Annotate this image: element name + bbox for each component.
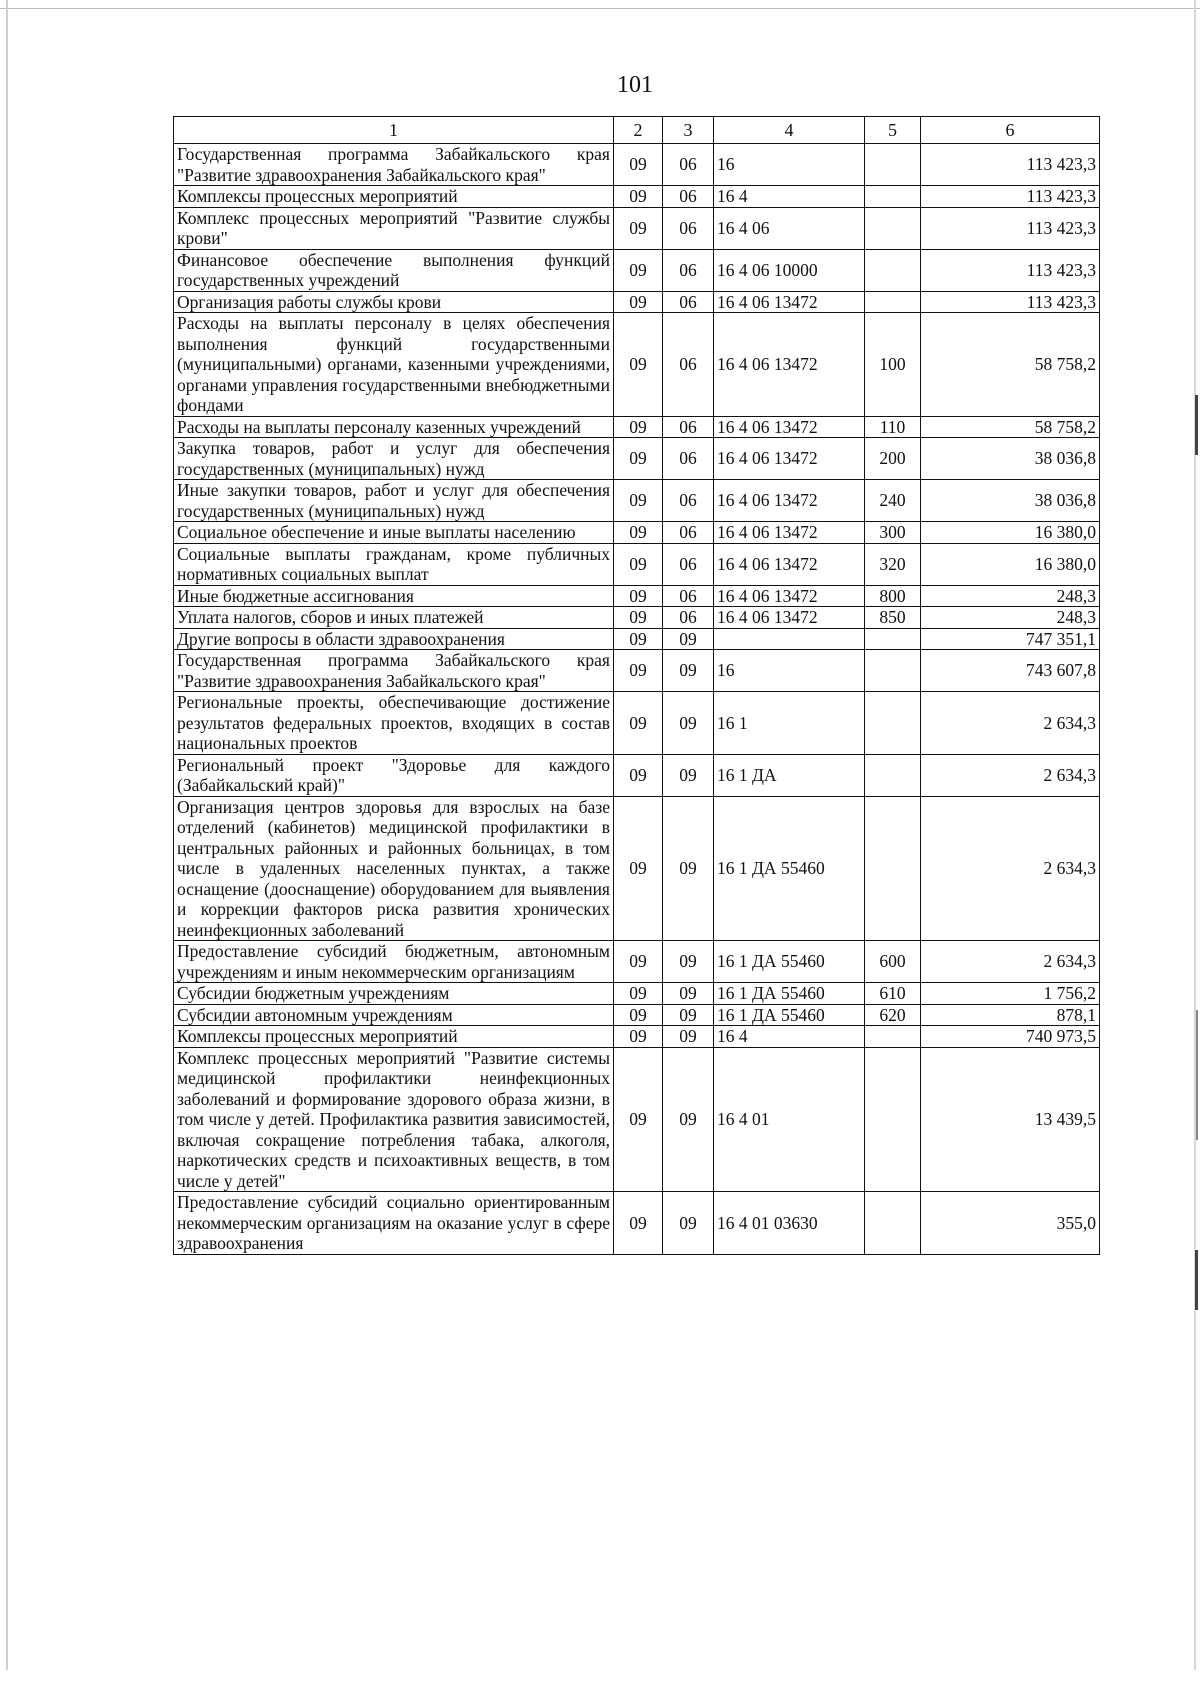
row-amount: 740 973,5 bbox=[921, 1026, 1100, 1048]
row-subsection: 09 bbox=[663, 1026, 714, 1048]
row-target-code: 16 1 ДА 55460 bbox=[714, 941, 865, 983]
row-name: Социальные выплаты гражданам, кроме публичных нормативных социальных выплат bbox=[174, 543, 614, 585]
table-row bbox=[174, 650, 1100, 692]
row-expense-type bbox=[865, 1192, 921, 1255]
row-expense-type: 300 bbox=[865, 522, 921, 544]
row-name: Расходы на выплаты персоналу казенных учреждений bbox=[174, 416, 614, 438]
row-target-code: 16 4 06 10000 bbox=[714, 249, 865, 291]
table-row bbox=[174, 144, 1100, 186]
row-name: Организация центров здоровья для взрослых на базе отделений (кабинетов) медицинской профилактики в центральных районных и районных больницах, в том числе в удаленных населенных пунктах, а также оснащение (дооснащение) оборудованием для выявления и коррекции факторов риска развития хронических неинфекционных заболеваний bbox=[174, 796, 614, 941]
row-subsection: 09 bbox=[663, 650, 714, 692]
row-target-code bbox=[714, 628, 865, 650]
row-amount: 2 634,3 bbox=[921, 754, 1100, 796]
row-section: 09 bbox=[614, 438, 663, 480]
row-name: Комплексы процессных мероприятий bbox=[174, 186, 614, 208]
row-section: 09 bbox=[614, 1047, 663, 1192]
table-row bbox=[174, 983, 1100, 1005]
row-amount: 113 423,3 bbox=[921, 249, 1100, 291]
scan-border-top bbox=[0, 8, 1200, 9]
table-row bbox=[174, 522, 1100, 544]
row-section: 09 bbox=[614, 291, 663, 313]
row-subsection: 06 bbox=[663, 144, 714, 186]
row-subsection: 06 bbox=[663, 249, 714, 291]
row-target-code: 16 1 ДА 55460 bbox=[714, 1004, 865, 1026]
row-section: 09 bbox=[614, 186, 663, 208]
row-name: Иные бюджетные ассигнования bbox=[174, 585, 614, 607]
row-target-code: 16 4 01 bbox=[714, 1047, 865, 1192]
row-section: 09 bbox=[614, 1026, 663, 1048]
row-expense-type bbox=[865, 796, 921, 941]
row-subsection: 06 bbox=[663, 543, 714, 585]
table-row bbox=[174, 543, 1100, 585]
table-row bbox=[174, 1026, 1100, 1048]
budget-table bbox=[173, 116, 1100, 1255]
table-row bbox=[174, 628, 1100, 650]
header-cell: 4 bbox=[714, 117, 865, 144]
table-row bbox=[174, 607, 1100, 629]
row-amount: 747 351,1 bbox=[921, 628, 1100, 650]
row-name: Социальное обеспечение и иные выплаты населению bbox=[174, 522, 614, 544]
row-target-code: 16 4 bbox=[714, 1026, 865, 1048]
row-expense-type: 610 bbox=[865, 983, 921, 1005]
row-section: 09 bbox=[614, 144, 663, 186]
row-section: 09 bbox=[614, 1004, 663, 1026]
table-row bbox=[174, 291, 1100, 313]
row-target-code: 16 4 06 13472 bbox=[714, 607, 865, 629]
row-expense-type: 850 bbox=[865, 607, 921, 629]
row-expense-type: 240 bbox=[865, 480, 921, 522]
page-number: 101 bbox=[617, 72, 653, 98]
row-target-code: 16 4 06 13472 bbox=[714, 313, 865, 417]
header-cell: 5 bbox=[865, 117, 921, 144]
header-cell: 2 bbox=[614, 117, 663, 144]
row-target-code: 16 1 ДА bbox=[714, 754, 865, 796]
row-subsection: 06 bbox=[663, 186, 714, 208]
row-subsection: 06 bbox=[663, 313, 714, 417]
row-amount: 16 380,0 bbox=[921, 522, 1100, 544]
row-amount: 2 634,3 bbox=[921, 796, 1100, 941]
row-expense-type bbox=[865, 291, 921, 313]
row-section: 09 bbox=[614, 941, 663, 983]
row-amount: 13 439,5 bbox=[921, 1047, 1100, 1192]
row-section: 09 bbox=[614, 480, 663, 522]
scan-mark bbox=[1196, 1010, 1198, 1140]
row-name: Уплата налогов, сборов и иных платежей bbox=[174, 607, 614, 629]
row-amount: 248,3 bbox=[921, 585, 1100, 607]
row-expense-type: 800 bbox=[865, 585, 921, 607]
table-header-row bbox=[174, 117, 1100, 144]
table-row bbox=[174, 1047, 1100, 1192]
table-row bbox=[174, 941, 1100, 983]
scan-border-left bbox=[6, 0, 8, 1670]
row-subsection: 09 bbox=[663, 754, 714, 796]
row-subsection: 06 bbox=[663, 607, 714, 629]
row-expense-type bbox=[865, 186, 921, 208]
row-section: 09 bbox=[614, 607, 663, 629]
row-name: Комплекс процессных мероприятий "Развитие службы крови" bbox=[174, 207, 614, 249]
row-amount: 113 423,3 bbox=[921, 207, 1100, 249]
table-row bbox=[174, 207, 1100, 249]
row-name: Другие вопросы в области здравоохранения bbox=[174, 628, 614, 650]
row-target-code: 16 1 ДА 55460 bbox=[714, 983, 865, 1005]
row-expense-type: 620 bbox=[865, 1004, 921, 1026]
row-amount: 878,1 bbox=[921, 1004, 1100, 1026]
row-name: Организация работы службы крови bbox=[174, 291, 614, 313]
row-name: Субсидии автономным учреждениям bbox=[174, 1004, 614, 1026]
row-amount: 355,0 bbox=[921, 1192, 1100, 1255]
row-amount: 113 423,3 bbox=[921, 186, 1100, 208]
row-expense-type bbox=[865, 207, 921, 249]
row-amount: 38 036,8 bbox=[921, 438, 1100, 480]
row-target-code: 16 bbox=[714, 144, 865, 186]
row-name: Региональный проект "Здоровье для каждого (Забайкальский край)" bbox=[174, 754, 614, 796]
header-cell: 3 bbox=[663, 117, 714, 144]
table-row bbox=[174, 1192, 1100, 1255]
row-amount: 16 380,0 bbox=[921, 543, 1100, 585]
row-target-code: 16 bbox=[714, 650, 865, 692]
row-section: 09 bbox=[614, 207, 663, 249]
row-subsection: 09 bbox=[663, 1192, 714, 1255]
row-target-code: 16 4 06 13472 bbox=[714, 416, 865, 438]
row-subsection: 06 bbox=[663, 585, 714, 607]
row-section: 09 bbox=[614, 983, 663, 1005]
row-expense-type: 110 bbox=[865, 416, 921, 438]
row-target-code: 16 4 06 13472 bbox=[714, 522, 865, 544]
row-expense-type bbox=[865, 249, 921, 291]
row-subsection: 09 bbox=[663, 1047, 714, 1192]
row-name: Закупка товаров, работ и услуг для обеспечения государственных (муниципальных) нужд bbox=[174, 438, 614, 480]
row-subsection: 06 bbox=[663, 291, 714, 313]
row-expense-type: 200 bbox=[865, 438, 921, 480]
row-amount: 743 607,8 bbox=[921, 650, 1100, 692]
row-section: 09 bbox=[614, 796, 663, 941]
row-expense-type bbox=[865, 692, 921, 755]
row-expense-type bbox=[865, 1026, 921, 1048]
row-target-code: 16 4 06 13472 bbox=[714, 438, 865, 480]
row-name: Государственная программа Забайкальского края "Развитие здравоохранения Забайкальского края" bbox=[174, 650, 614, 692]
scan-border-right bbox=[1194, 0, 1196, 1670]
table-row bbox=[174, 416, 1100, 438]
row-amount: 2 634,3 bbox=[921, 692, 1100, 755]
row-subsection: 06 bbox=[663, 416, 714, 438]
row-subsection: 09 bbox=[663, 1004, 714, 1026]
row-section: 09 bbox=[614, 585, 663, 607]
row-amount: 2 634,3 bbox=[921, 941, 1100, 983]
scan-mark bbox=[1195, 395, 1198, 455]
scan-mark bbox=[1195, 1250, 1198, 1310]
row-name: Предоставление субсидий социально ориентированным некоммерческим организациям на оказание услуг в сфере здравоохранения bbox=[174, 1192, 614, 1255]
row-name: Комплексы процессных мероприятий bbox=[174, 1026, 614, 1048]
row-name: Финансовое обеспечение выполнения функций государственных учреждений bbox=[174, 249, 614, 291]
row-expense-type: 320 bbox=[865, 543, 921, 585]
row-amount: 38 036,8 bbox=[921, 480, 1100, 522]
row-subsection: 09 bbox=[663, 796, 714, 941]
row-section: 09 bbox=[614, 692, 663, 755]
row-subsection: 09 bbox=[663, 692, 714, 755]
header-cell: 1 bbox=[174, 117, 614, 144]
row-amount: 58 758,2 bbox=[921, 416, 1100, 438]
row-target-code: 16 1 bbox=[714, 692, 865, 755]
table-row bbox=[174, 313, 1100, 417]
row-name: Расходы на выплаты персоналу в целях обеспечения выполнения функций государственными (муниципальными) органами, казенными учреждениями, органами управления государственными внебюджетными фондами bbox=[174, 313, 614, 417]
row-expense-type: 600 bbox=[865, 941, 921, 983]
row-amount: 58 758,2 bbox=[921, 313, 1100, 417]
row-name: Предоставление субсидий бюджетным, автономным учреждениям и иным некоммерческим организациям bbox=[174, 941, 614, 983]
row-target-code: 16 4 06 13472 bbox=[714, 291, 865, 313]
row-name: Субсидии бюджетным учреждениям bbox=[174, 983, 614, 1005]
row-section: 09 bbox=[614, 754, 663, 796]
table-row bbox=[174, 438, 1100, 480]
row-subsection: 06 bbox=[663, 207, 714, 249]
row-section: 09 bbox=[614, 249, 663, 291]
table-row bbox=[174, 249, 1100, 291]
row-amount: 248,3 bbox=[921, 607, 1100, 629]
table-row bbox=[174, 186, 1100, 208]
row-name: Иные закупки товаров, работ и услуг для обеспечения государственных (муниципальных) нужд bbox=[174, 480, 614, 522]
row-expense-type bbox=[865, 754, 921, 796]
row-subsection: 06 bbox=[663, 438, 714, 480]
row-expense-type bbox=[865, 650, 921, 692]
row-target-code: 16 4 01 03630 bbox=[714, 1192, 865, 1255]
table-row bbox=[174, 480, 1100, 522]
table-row bbox=[174, 796, 1100, 941]
row-expense-type bbox=[865, 628, 921, 650]
row-name: Комплекс процессных мероприятий "Развитие системы медицинской профилактики неинфекционных заболеваний и формирование здорового образа жизни, в том числе у детей. Профилактика развития зависимостей, включая сокращение потребления табака, алкоголя, наркотических средств и психоактивных веществ, в том числе у детей" bbox=[174, 1047, 614, 1192]
row-subsection: 06 bbox=[663, 522, 714, 544]
row-section: 09 bbox=[614, 313, 663, 417]
row-target-code: 16 4 06 13472 bbox=[714, 480, 865, 522]
row-amount: 113 423,3 bbox=[921, 144, 1100, 186]
row-name: Государственная программа Забайкальского края "Развитие здравоохранения Забайкальского края" bbox=[174, 144, 614, 186]
row-target-code: 16 4 06 13472 bbox=[714, 585, 865, 607]
table-row bbox=[174, 585, 1100, 607]
row-target-code: 16 1 ДА 55460 bbox=[714, 796, 865, 941]
row-target-code: 16 4 06 bbox=[714, 207, 865, 249]
row-target-code: 16 4 06 13472 bbox=[714, 543, 865, 585]
row-subsection: 06 bbox=[663, 480, 714, 522]
row-subsection: 09 bbox=[663, 941, 714, 983]
row-name: Региональные проекты, обеспечивающие достижение результатов федеральных проектов, входящих в состав национальных проектов bbox=[174, 692, 614, 755]
row-section: 09 bbox=[614, 628, 663, 650]
row-section: 09 bbox=[614, 650, 663, 692]
row-expense-type: 100 bbox=[865, 313, 921, 417]
table-row bbox=[174, 1004, 1100, 1026]
row-amount: 1 756,2 bbox=[921, 983, 1100, 1005]
header-cell: 6 bbox=[921, 117, 1100, 144]
row-target-code: 16 4 bbox=[714, 186, 865, 208]
row-section: 09 bbox=[614, 1192, 663, 1255]
row-amount: 113 423,3 bbox=[921, 291, 1100, 313]
table-row bbox=[174, 754, 1100, 796]
row-subsection: 09 bbox=[663, 628, 714, 650]
row-section: 09 bbox=[614, 522, 663, 544]
row-expense-type bbox=[865, 144, 921, 186]
row-expense-type bbox=[865, 1047, 921, 1192]
table-row bbox=[174, 692, 1100, 755]
row-section: 09 bbox=[614, 543, 663, 585]
row-section: 09 bbox=[614, 416, 663, 438]
row-subsection: 09 bbox=[663, 983, 714, 1005]
